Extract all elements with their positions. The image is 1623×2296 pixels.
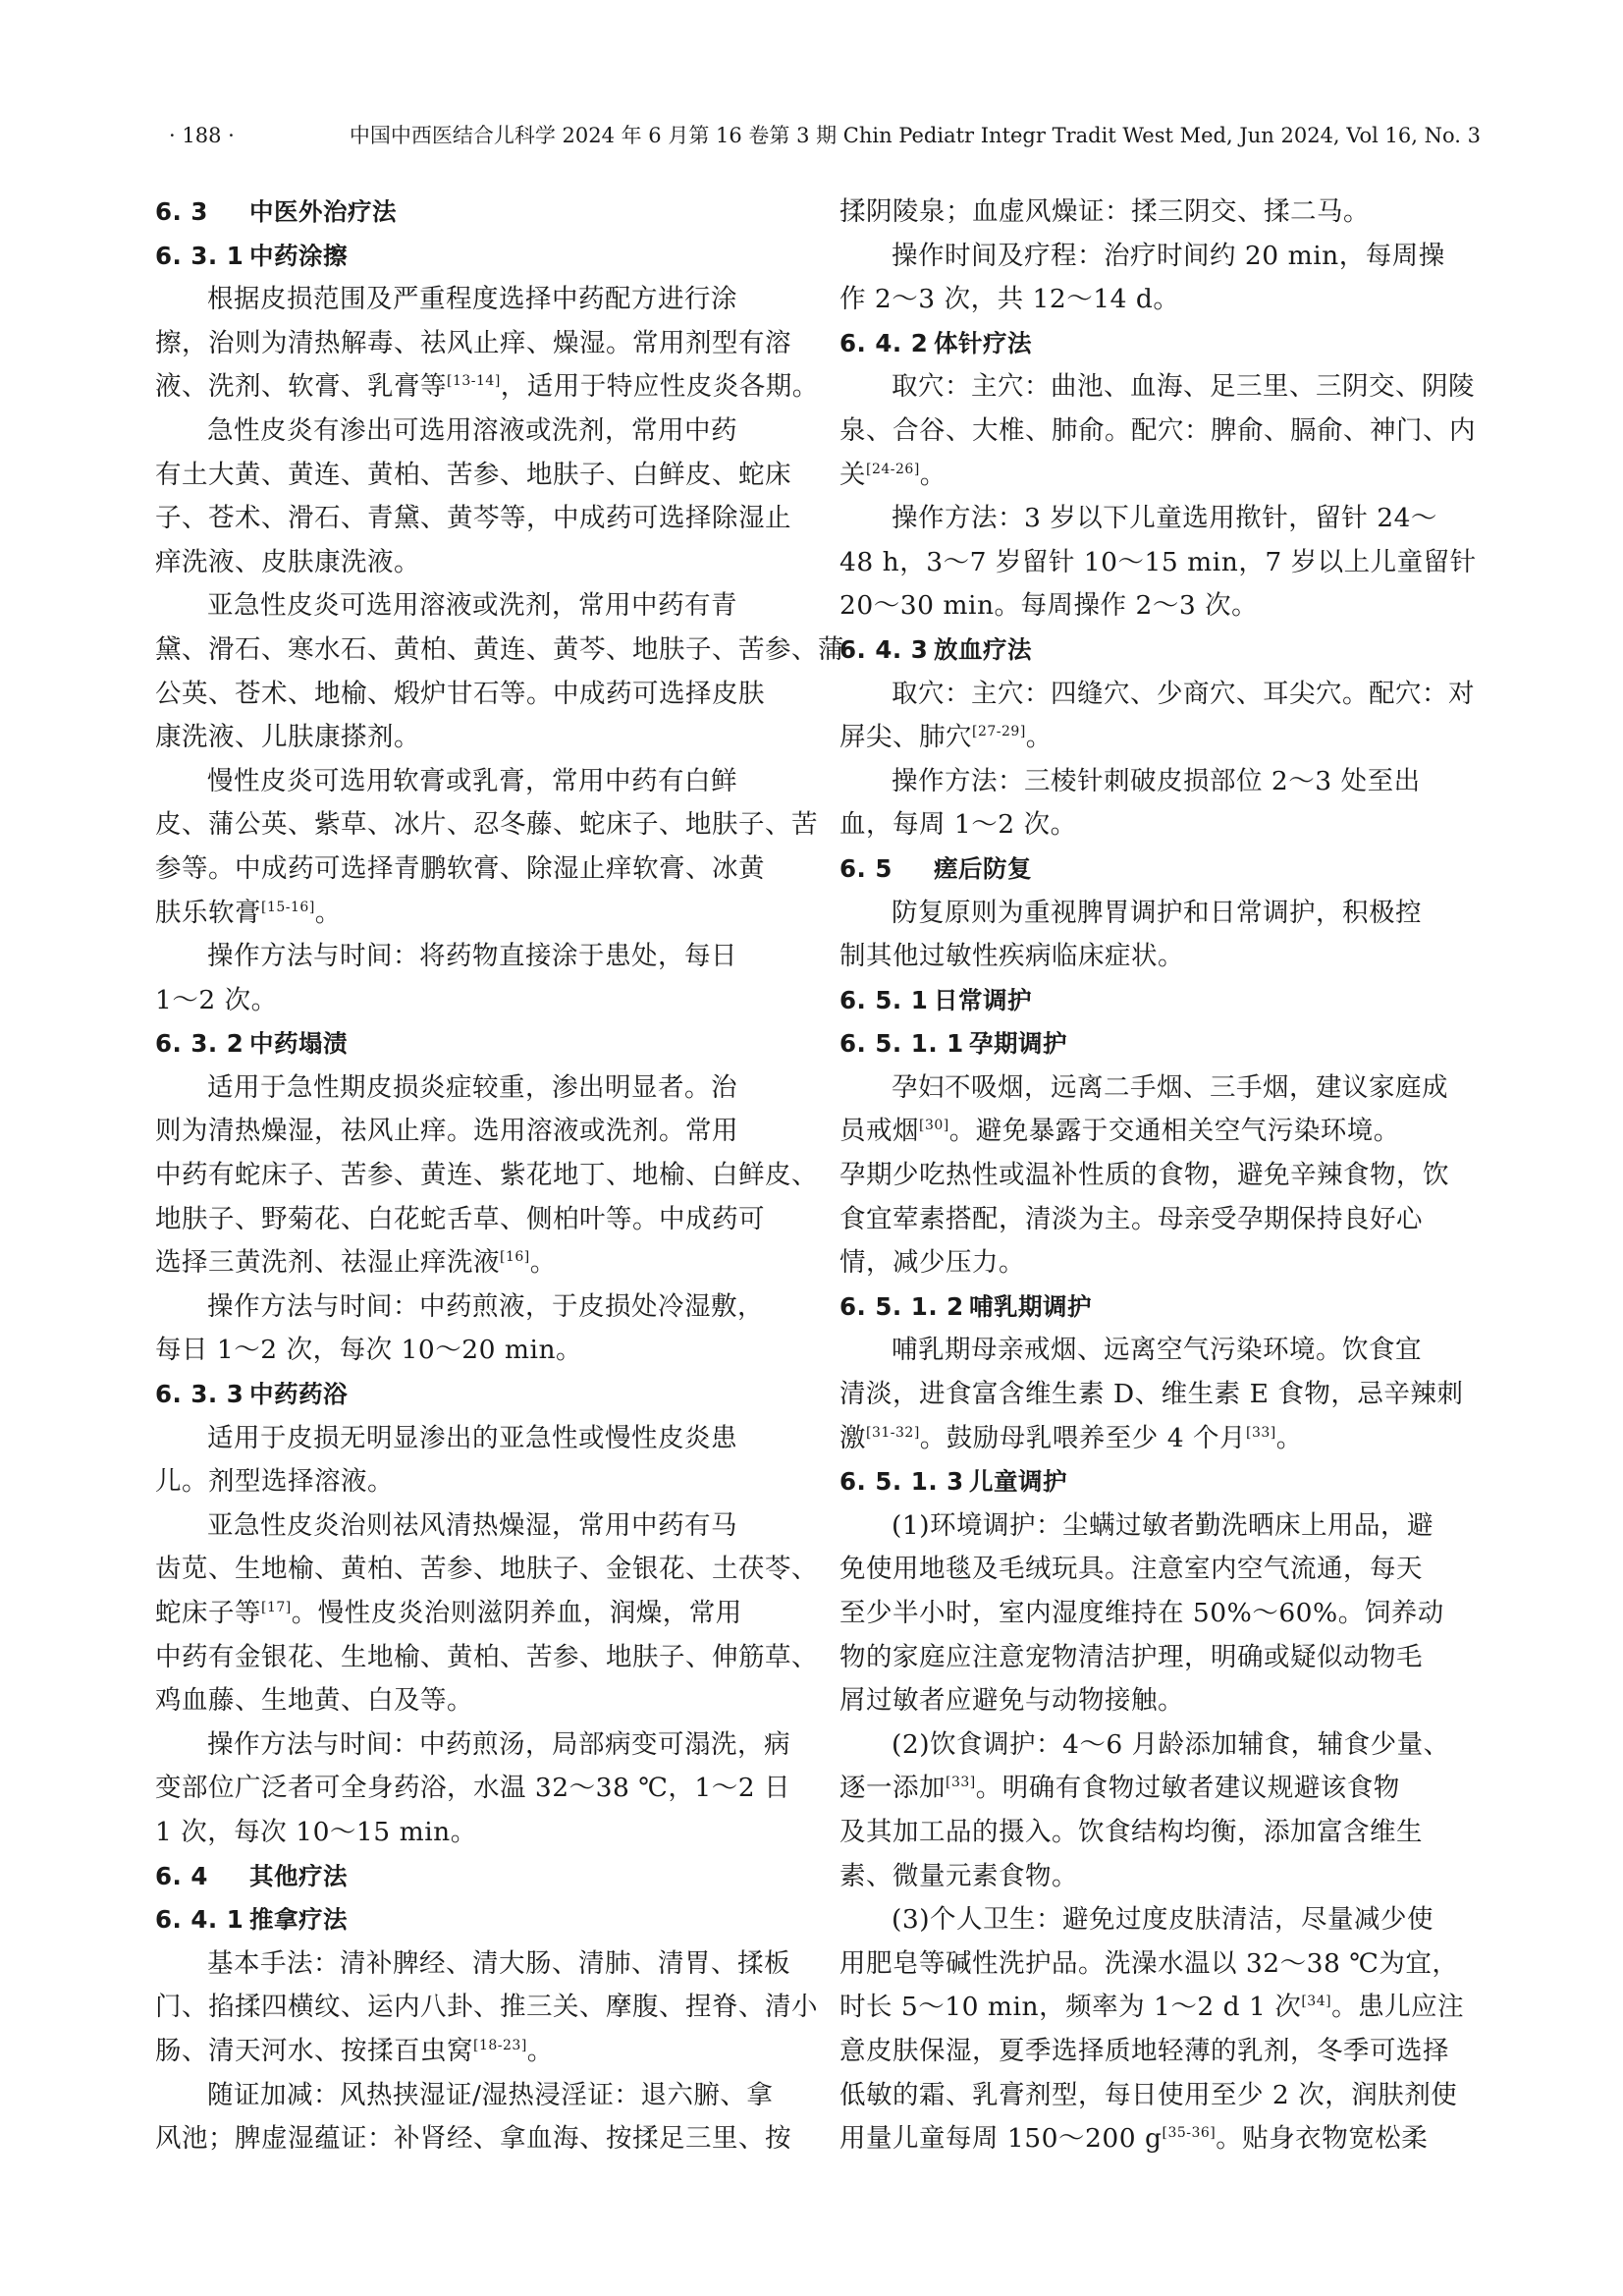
citation-ref: [24-26] [866, 461, 920, 477]
text-line [155, 935, 784, 979]
line-text: 操作方法与时间：中药煎液，于皮损处冷湿敷， [207, 1290, 764, 1322]
line-text: 屑过敏者应避免与动物接触。 [839, 1685, 1184, 1717]
line-text: 免使用地毯及毛绒玩具。注意室内空气流通，每天 [839, 1554, 1423, 1585]
text-line [839, 803, 1468, 847]
page-number: · 188 · [169, 124, 235, 147]
section-number: 6. 3 [155, 197, 208, 226]
text-line [155, 1679, 784, 1723]
text-line [155, 322, 791, 366]
line-text: 肤乐软膏 [155, 897, 261, 928]
section-title: 其他疗法 [249, 1861, 348, 1890]
text-line [839, 2030, 1468, 2074]
line-text-tail: 。 [919, 459, 947, 490]
text-line [839, 1679, 1468, 1723]
section-heading [155, 1373, 784, 1417]
line-text: 基本手法：清补脾经、清大肠、清肺、清胃、揉板 [207, 1947, 790, 1979]
line-text: 食宜荤素搭配，清淡为主。母亲受孕期保持良好心 [839, 1203, 1423, 1234]
text-line [155, 584, 784, 629]
text-line [839, 1373, 1468, 1417]
line-text: 操作方法与时间：中药煎汤，局部病变可溻洗，病 [207, 1728, 790, 1760]
section-heading [155, 1898, 784, 1942]
text-line [839, 454, 1468, 498]
line-text: 时长 5～10 min，频率为 1～2 d 1 次 [839, 1992, 1302, 2023]
text-line [839, 1417, 1468, 1461]
line-text-tail: 。患儿应注 [1331, 1992, 1465, 2023]
line-text: 变部位广泛者可全身药浴，水温 32～38 ℃，1～2 日 [155, 1773, 791, 1804]
line-text: 康洗液、儿肤康搽剂。 [155, 722, 420, 753]
section-title: 体针疗法 [934, 328, 1032, 357]
text-line [155, 1548, 818, 1592]
text-line [839, 1154, 1468, 1198]
line-text-tail: 。 [526, 2035, 554, 2066]
section-number: 6. 5. 1. 1 [839, 1029, 964, 1059]
line-text-tail: 。 [529, 1247, 557, 1279]
text-line [155, 1592, 784, 1636]
text-line [839, 278, 1468, 322]
section-number: 6. 4 [155, 1861, 208, 1890]
line-text: 随证加减：风热挟湿证/湿热浸淫证：退六腑、拿 [207, 2079, 774, 2110]
text-line [839, 1198, 1468, 1242]
text-line [839, 1767, 1468, 1811]
line-text: 鸡血藤、生地黄、白及等。 [155, 1685, 473, 1717]
line-text: 适用于急性期皮损炎症较重，渗出明显者。治 [207, 1071, 737, 1103]
text-line [839, 1723, 1468, 1768]
section-heading [839, 1285, 1468, 1330]
text-line [839, 235, 1468, 279]
text-line [839, 1066, 1468, 1111]
section-number: 6. 5. 1. 3 [839, 1467, 964, 1497]
line-text: 适用于皮损无明显渗出的亚急性或慢性皮炎患 [207, 1422, 737, 1453]
line-text: 制其他过敏性疾病临床症状。 [839, 941, 1184, 972]
text-line [155, 673, 784, 717]
section-heading [155, 1855, 784, 1899]
line-text: 1～2 次。 [155, 984, 278, 1015]
line-text: 取穴：主穴：曲池、血海、足三里、三阴交、阴陵 [892, 371, 1475, 403]
line-text-tail: 。明确有食物过敏者建议规避该食物 [975, 1773, 1400, 1804]
section-number: 6. 3. 2 [155, 1029, 244, 1059]
text-line [155, 1154, 818, 1198]
section-heading [155, 1022, 784, 1066]
text-line [839, 892, 1468, 936]
text-line [155, 365, 819, 410]
line-text: 防复原则为重视脾胃调护和日常调护，积极控 [892, 897, 1422, 928]
line-text: 关 [839, 459, 866, 490]
text-line [839, 1592, 1468, 1636]
text-line [839, 2117, 1468, 2161]
citation-ref: [27-29] [972, 724, 1026, 740]
line-text: 揉阴陵泉；血虚风燥证：揉三阴交、揉二马。 [839, 196, 1370, 227]
line-text: 素、微量元素食物。 [839, 1860, 1078, 1891]
line-text: 员戒烟 [839, 1116, 919, 1147]
text-line [839, 541, 1477, 585]
text-line [155, 803, 818, 847]
text-line [155, 1066, 784, 1111]
line-text: 物的家庭应注意宠物清洁护理，明确或疑似动物毛 [839, 1641, 1423, 1672]
text-line [839, 1636, 1468, 1680]
line-text: 操作方法：三棱针刺破皮损部位 2～3 处至出 [892, 765, 1421, 796]
text-line [839, 1329, 1468, 1373]
line-text: 孕妇不吸烟，远离二手烟、三手烟，建议家庭成 [892, 1071, 1448, 1103]
section-title: 孕期调护 [969, 1029, 1067, 1059]
section-heading [839, 629, 1468, 673]
line-text: 子、苍术、滑石、青黛、黄芩等，中成药可选择除湿止 [155, 503, 791, 534]
line-text: 激 [839, 1422, 866, 1453]
page-header [165, 116, 1481, 155]
citation-ref: [13-14] [447, 373, 501, 390]
line-text: (2)饮食调护：4～6 月龄添加辅食，辅食少量、 [892, 1728, 1450, 1760]
text-line [839, 410, 1476, 454]
text-line [155, 979, 784, 1023]
line-text: 黛、滑石、寒水石、黄柏、黄连、黄芩、地肤子、苦参、蒲 [155, 633, 844, 665]
line-text: 儿。剂型选择溶液。 [155, 1466, 394, 1498]
text-line [839, 1855, 1468, 1899]
text-line [839, 1548, 1468, 1592]
section-heading [839, 979, 1468, 1023]
line-text: 风池；脾虚湿蕴证：补肾经、拿血海、按揉足三里、按 [155, 2123, 791, 2155]
citation-ref: [34] [1301, 1994, 1332, 2010]
text-line [839, 2074, 1468, 2118]
text-line [839, 584, 1468, 629]
line-text: 选择三黄洗剂、祛湿止痒洗液 [155, 1247, 500, 1279]
line-text: 蛇床子等 [155, 1598, 261, 1628]
line-text: 亚急性皮炎可选用溶液或洗剂，常用中药有青 [207, 590, 737, 622]
line-text: 有土大黄、黄连、黄柏、苦参、地肤子、白鲜皮、蛇床 [155, 459, 791, 490]
text-line [155, 410, 784, 454]
line-text: 孕期少吃热性或温补性质的食物，避免辛辣食物，饮 [839, 1160, 1449, 1191]
line-text: 及其加工品的摄入。饮食结构均衡，添加富含维生 [839, 1816, 1423, 1847]
section-title: 瘥后防复 [934, 853, 1032, 883]
right-column [839, 191, 1477, 2161]
left-column [155, 191, 844, 2161]
text-line [155, 1504, 784, 1549]
line-text: 每日 1～2 次，每次 10～20 min。 [155, 1335, 583, 1366]
line-text: 擦，治则为清热解毒、祛风止痒、燥湿。常用剂型有溶 [155, 327, 791, 358]
text-line [839, 497, 1468, 541]
text-line [155, 2074, 784, 2118]
text-line [155, 2117, 791, 2161]
section-title: 日常调护 [934, 985, 1032, 1014]
text-line [155, 1198, 784, 1242]
text-line [839, 1898, 1468, 1942]
line-text-tail: 。慢性皮炎治则滋阴养血，润燥，常用 [291, 1598, 742, 1628]
section-number: 6. 3. 3 [155, 1380, 244, 1409]
text-line [839, 365, 1475, 410]
text-line [839, 1811, 1468, 1855]
section-heading [839, 322, 1468, 366]
section-title: 儿童调护 [969, 1467, 1067, 1497]
text-line [839, 191, 1468, 235]
section-heading [155, 191, 784, 235]
line-text: 地肤子、野菊花、白花蛇舌草、侧柏叶等。中成药可 [155, 1203, 765, 1234]
line-text: 中药有金银花、生地榆、黄柏、苦参、地肤子、伸筋草、 [155, 1641, 818, 1672]
line-text-tail: 。鼓励母乳喂养至少 4 个月 [919, 1422, 1247, 1453]
line-text: 操作方法：3 岁以下儿童选用揿针，留针 24～ [892, 503, 1437, 534]
line-text: 情，减少压力。 [839, 1247, 1025, 1279]
line-text: 齿苋、生地榆、黄柏、苦参、地肤子、金银花、土茯苓、 [155, 1554, 818, 1585]
section-title: 推拿疗法 [249, 1905, 348, 1935]
line-text: 操作方法与时间：将药物直接涂于患处，每日 [207, 941, 737, 972]
text-line [155, 2030, 784, 2074]
line-text: 操作时间及疗程：治疗时间约 20 min，每周操 [892, 240, 1445, 271]
line-text-tail: 。 [314, 897, 342, 928]
line-text: 哺乳期母亲戒烟、远离空气污染环境。饮食宜 [892, 1335, 1422, 1366]
line-text: 液、洗剂、软膏、乳膏等 [155, 371, 447, 403]
line-text: 则为清热燥湿，祛风止痒。选用溶液或洗剂。常用 [155, 1116, 738, 1147]
line-text: 根据皮损范围及严重程度选择中药配方进行涂 [207, 284, 737, 315]
section-title: 中药涂擦 [249, 241, 348, 270]
line-text: 20～30 min。每周操作 2～3 次。 [839, 590, 1259, 622]
text-line [155, 1767, 791, 1811]
line-text: 用量儿童每周 150～200 g [839, 2123, 1163, 2155]
line-text: 门、掐揉四横纹、运内八卦、推三关、摩腹、捏脊、清小 [155, 1992, 818, 2023]
line-text-tail: 。贴身衣物宽松柔 [1216, 2123, 1429, 2155]
section-number: 6. 5 [839, 853, 893, 883]
citation-ref: [15-16] [261, 899, 315, 915]
section-heading [839, 1460, 1468, 1504]
text-line [839, 1504, 1468, 1549]
line-text-tail: 。 [1275, 1422, 1303, 1453]
text-line [839, 1241, 1468, 1285]
text-line [155, 629, 844, 673]
line-text-tail: 。 [1025, 722, 1053, 753]
text-line [155, 1285, 784, 1330]
line-text: 低敏的霜、乳膏剂型，每日使用至少 2 次，润肤剂使 [839, 2079, 1458, 2110]
text-line [155, 1329, 784, 1373]
line-text: 取穴：主穴：四缝穴、少商穴、耳尖穴。配穴：对 [892, 678, 1475, 709]
journal-citation: 中国中西医结合儿科学 2024 年 6 月第 16 卷第 3 期 Chin Pediatr Integr Tradit West Med, Jun 2024, Vol 16, No. 3 [349, 124, 1481, 147]
line-text: 公英、苍术、地榆、煅炉甘石等。中成药可选择皮肤 [155, 678, 765, 709]
section-heading [155, 235, 784, 279]
citation-ref: [35-36] [1162, 2125, 1217, 2142]
line-text-tail: 。避免暴露于交通相关空气污染环境。 [948, 1116, 1400, 1147]
line-text: (3)个人卫生：避免过度皮肤清洁，尽量减少使 [892, 1904, 1434, 1936]
line-text: 亚急性皮炎治则祛风清热燥湿，常用中药有马 [207, 1509, 737, 1541]
line-text: 痒洗液、皮肤康洗液。 [155, 546, 420, 577]
text-line [155, 1460, 784, 1504]
text-line [155, 278, 784, 322]
citation-ref: [18-23] [473, 2037, 527, 2053]
text-line [839, 673, 1475, 717]
line-text: 肠、清天河水、按揉百虫窝 [155, 2035, 473, 2066]
text-line [155, 541, 784, 585]
line-text: 屏尖、肺穴 [839, 722, 972, 753]
line-text: (1)环境调护：尘螨过敏者勤洗晒床上用品，避 [892, 1509, 1434, 1541]
line-text: 清淡，进食富含维生素 D、维生素 E 食物，忌辛辣刺 [839, 1379, 1464, 1410]
citation-ref: [31-32] [866, 1424, 920, 1441]
text-line [155, 760, 784, 804]
text-line [155, 1986, 818, 2030]
text-line [155, 716, 784, 760]
citation-ref: [33] [1246, 1424, 1276, 1441]
line-text: 意皮肤保湿，夏季选择质地轻薄的乳剂，冬季可选择 [839, 2035, 1449, 2066]
text-line [155, 1811, 784, 1855]
text-line [839, 1986, 1468, 2030]
line-text: 逐一添加 [839, 1773, 946, 1804]
text-line [839, 1942, 1468, 1987]
section-title: 中药药浴 [249, 1380, 348, 1409]
line-text: 慢性皮炎可选用软膏或乳膏，常用中药有白鲜 [207, 765, 737, 796]
text-line [155, 892, 784, 936]
text-line [155, 497, 791, 541]
text-line [839, 935, 1468, 979]
line-text: 中药有蛇床子、苦参、黄连、紫花地丁、地榆、白鲜皮、 [155, 1160, 818, 1191]
text-line [155, 1636, 818, 1680]
line-text: 泉、合谷、大椎、肺俞。配穴：脾俞、膈俞、神门、内 [839, 414, 1476, 446]
text-line [155, 454, 791, 498]
text-line [839, 760, 1468, 804]
text-line [155, 1942, 790, 1987]
section-heading [839, 1022, 1468, 1066]
section-title: 放血疗法 [934, 634, 1032, 664]
section-number: 6. 4. 1 [155, 1905, 244, 1935]
line-text-tail: ，适用于特应性皮炎各期。 [500, 371, 819, 403]
section-number: 6. 5. 1. 2 [839, 1291, 964, 1321]
citation-ref: [17] [261, 1600, 292, 1615]
section-number: 6. 3. 1 [155, 241, 244, 270]
section-title: 哺乳期调护 [969, 1291, 1092, 1321]
line-text: 用肥皂等碱性洗护品。洗澡水温以 32～38 ℃为宜， [839, 1947, 1459, 1979]
line-text: 至少半小时，室内湿度维持在 50%～60%。饲养动 [839, 1598, 1444, 1628]
line-text: 1 次，每次 10～15 min。 [155, 1816, 477, 1847]
section-title: 中医外治疗法 [249, 197, 397, 226]
section-title: 中药塌渍 [249, 1029, 348, 1059]
line-text: 急性皮炎有渗出可选用溶液或洗剂，常用中药 [207, 414, 737, 446]
text-line [839, 716, 1468, 760]
text-line [839, 1110, 1468, 1154]
section-heading [839, 847, 1468, 892]
text-line [155, 847, 784, 892]
text-line [155, 1417, 784, 1461]
line-text: 参等。中成药可选择青鹏软膏、除湿止痒软膏、冰黄 [155, 852, 765, 884]
section-number: 6. 4. 2 [839, 328, 929, 357]
line-text: 48 h，3～7 岁留针 10～15 min，7 岁以上儿童留针 [839, 546, 1477, 577]
line-text: 血，每周 1～2 次。 [839, 809, 1077, 841]
text-line [155, 1110, 784, 1154]
citation-ref: [30] [919, 1118, 949, 1134]
line-text: 作 2～3 次，共 12～14 d。 [839, 284, 1180, 315]
section-number: 6. 4. 3 [839, 634, 929, 664]
text-line [155, 1241, 784, 1285]
line-text: 皮、蒲公英、紫草、冰片、忍冬藤、蛇床子、地肤子、苦 [155, 809, 818, 841]
citation-ref: [33] [946, 1775, 976, 1791]
citation-ref: [16] [500, 1249, 530, 1266]
section-number: 6. 5. 1 [839, 985, 929, 1014]
text-line [155, 1723, 790, 1768]
